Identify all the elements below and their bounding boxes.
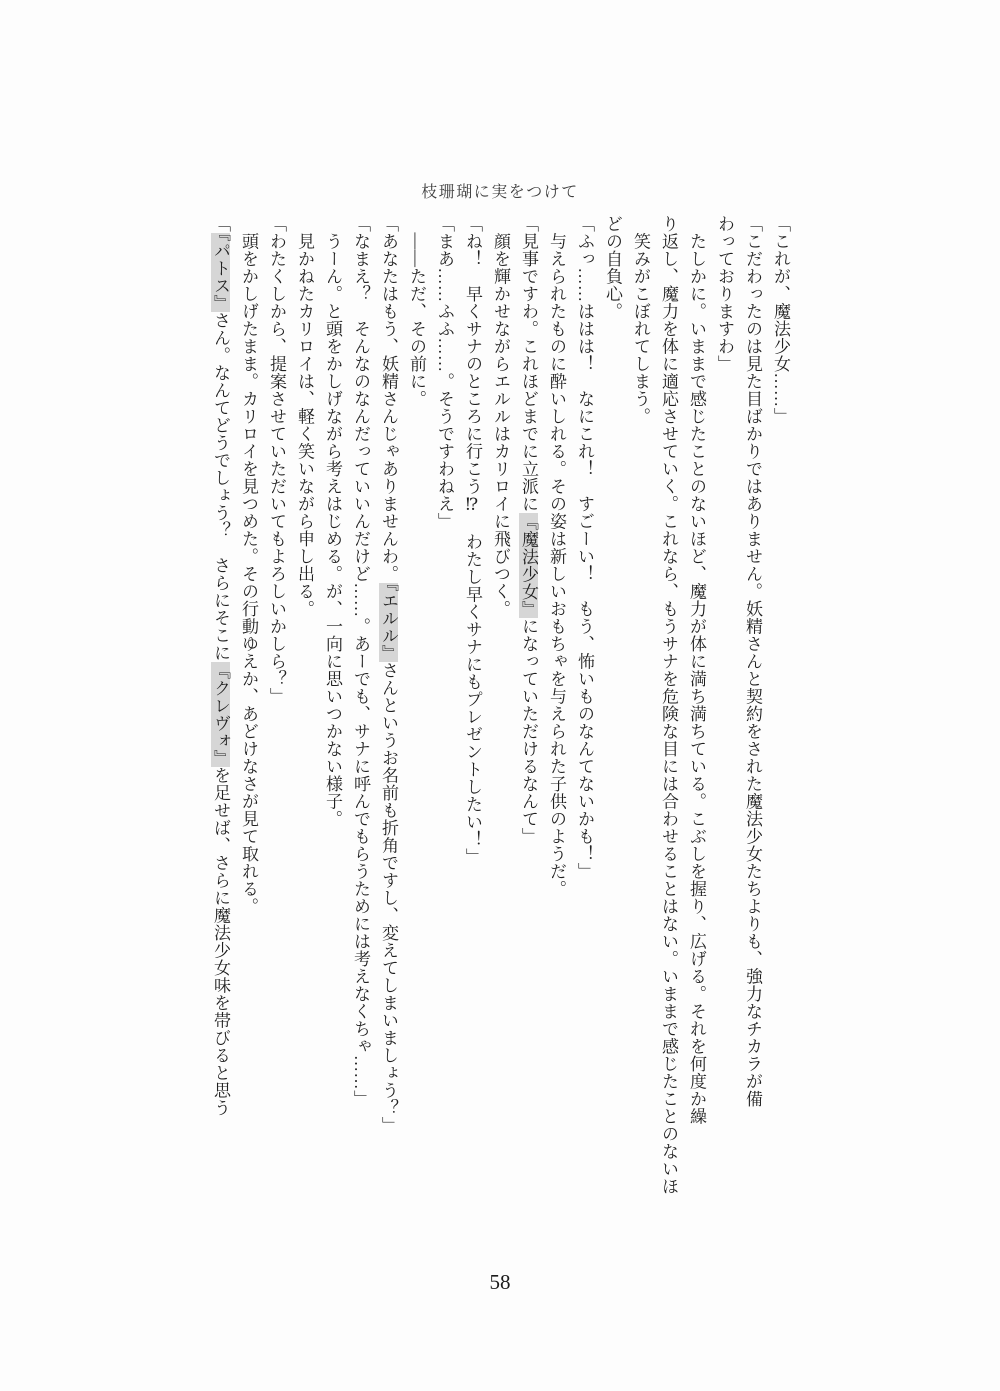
text-column: 「こだわったのは見た目ばかりではありません。妖精さんと契約をされた魔法少女たちよりも、強力なチカラが備	[743, 215, 762, 1108]
running-header-title: 枝珊瑚に実をつけて	[421, 184, 579, 201]
text-column: 「わたくしから、提案させていただいてもよろしいかしら？」	[267, 215, 286, 705]
text-column: 笑みがこぼれてしまう。	[631, 215, 650, 425]
text-column: 見かねたカリロイは、軽く笑いながら申し出る。	[295, 215, 314, 618]
text-column: たしかに。いままで感じたことのないほど、魔力が体に満ち満ちている。こぶしを握り、広げる。それを何度か繰	[687, 215, 706, 1125]
page-number: 58	[489, 1270, 511, 1294]
emphasized-term: 『パトス』	[211, 232, 230, 312]
text-column: 「あなたはもう、妖精さんじゃありませんわ。『エルル』さんというお名前も折角ですし、変えてしまいましょう？」	[379, 215, 398, 1134]
text-column: 「なまえ？ そんなのなんだっていいんだけど……。あーでも、サナに呼んでもらうためには考えなくちゃ……」	[351, 215, 370, 1108]
text-column: 与えられたものに酔いしれる。その姿は新しいおもちゃを与えられた子供のようだ。	[547, 215, 566, 898]
text-column: 顔を輝かせながらエルルはカリロイに飛びつく。	[491, 215, 510, 618]
text-column: うーん。と頭をかしげながら考えはじめる。が、一向に思いつかない様子。	[323, 215, 342, 828]
emphasized-term: 『クレヴォ』	[211, 661, 230, 767]
text-column: わっておりますわ」	[715, 215, 734, 373]
text-columns	[206, 215, 794, 1195]
text-column: 「まあ……ふふ……。そうですわねえ」	[435, 215, 454, 530]
text-column: 「ね！ 早くサナのところに行こう⁉ わたし早くサナにもプレゼントしたい！」	[463, 215, 482, 866]
text-column: ――ただ、その前に。	[407, 215, 426, 408]
text-column: 「『パトス』さん。なんてどうでしょう？ さらにそこに『クレヴォ』を足せば、さらに魔法少女味を帯びると思う	[211, 215, 230, 1117]
text-column: 「見事ですわ。これほどまでに立派に『魔法少女』になっていただけるなんて」	[519, 215, 538, 845]
emphasized-term: 『魔法少女』	[519, 512, 538, 618]
text-column: どの自負心。	[603, 215, 622, 320]
text-column: 「ふっ……ははは！ なにこれ！ すごーい！ もう、怖いものなんてないかも！」	[575, 215, 594, 880]
text-column: り返し、魔力を体に適応させていく。これなら、もうサナを危険な目には合わせることはない。いままで感じたことのないほ	[659, 215, 678, 1195]
emphasized-term: 『エルル』	[379, 582, 398, 662]
text-column: 頭をかしげたまま。カリロイを見つめた。その行動ゆえか、あどけなさが見て取れる。	[239, 215, 258, 915]
text-column: 「これが、魔法少女……」	[771, 215, 790, 425]
